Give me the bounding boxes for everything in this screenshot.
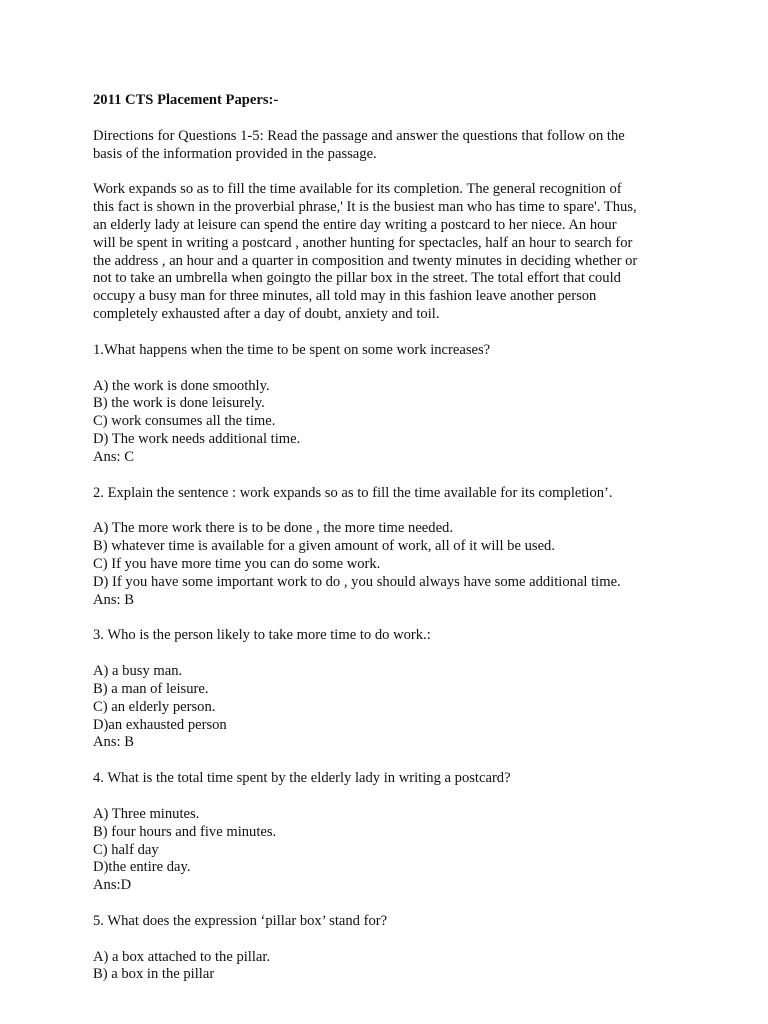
option-item: D)an exhausted person <box>93 716 227 733</box>
directions-line: Directions for Questions 1-5: Read the passage and answer the questions that follow on the <box>93 127 625 144</box>
option-item: A) the work is done smoothly. <box>93 377 270 394</box>
question-2-text: 2. Explain the sentence : work expands so as to fill the time available for its completion’. <box>93 484 613 501</box>
answer-line: Ans: B <box>93 734 134 751</box>
option-item: C) work consumes all the time. <box>93 413 276 430</box>
question-5-options <box>93 949 693 985</box>
passage-line: Work expands so as to fill the time available for its completion. The general recognition of <box>93 181 622 198</box>
document-title: 2011 CTS Placement Papers:- <box>93 92 279 108</box>
passage-line: will be spent in writing a postcard , another hunting for spectacles, half an hour to search for <box>93 234 633 251</box>
answer-line: Ans: B <box>93 591 134 608</box>
option-item: D)the entire day. <box>93 859 191 876</box>
question-2-options <box>93 520 693 609</box>
option-item: B) a man of leisure. <box>93 680 209 697</box>
option-item: A) Three minutes. <box>93 805 200 822</box>
option-item: C) an elderly person. <box>93 698 216 715</box>
option-item: A) The more work there is to be done , the more time needed. <box>93 520 453 537</box>
option-item: B) whatever time is available for a given amount of work, all of it will be used. <box>93 538 556 555</box>
option-item: D) The work needs additional time. <box>93 430 301 447</box>
question-4-text: 4. What is the total time spent by the elderly lady in writing a postcard? <box>93 770 511 787</box>
option-item: C) half day <box>93 841 159 858</box>
question-1-text: 1.What happens when the time to be spent on some work increases? <box>93 341 491 358</box>
passage-line: completely exhausted after a day of doubt, anxiety and toil. <box>93 305 440 322</box>
option-item: B) a box in the pillar <box>93 966 215 983</box>
passage-line: the address , an hour and a quarter in composition and twenty minutes in deciding whether or <box>93 252 638 269</box>
option-item: A) a busy man. <box>93 663 183 680</box>
passage-line: not to take an umbrella when goingto the pillar box in the street. The total effort that could <box>93 270 621 287</box>
passage-paragraph <box>93 181 693 323</box>
question-3-text: 3. Who is the person likely to take more time to do work.: <box>93 627 431 644</box>
question-3-options <box>93 663 693 752</box>
passage-line: occupy a busy man for three minutes, all told may in this fashion leave another person <box>93 288 597 305</box>
question-5-text: 5. What does the expression ‘pillar box’ stand for? <box>93 912 388 929</box>
answer-line: Ans: C <box>93 448 134 465</box>
directions-paragraph <box>93 128 693 164</box>
option-item: B) the work is done leisurely. <box>93 395 265 412</box>
question-1-options <box>93 378 693 467</box>
option-item: A) a box attached to the pillar. <box>93 948 271 965</box>
passage-line: this fact is shown in the proverbial phrase,' It is the busiest man who has time to spare'. Thus, <box>93 199 637 216</box>
document-page <box>93 92 693 1002</box>
question-4-options <box>93 806 693 895</box>
passage-line: an elderly lady at leisure can spend the entire day writing a postcard to her niece. An hour <box>93 216 617 233</box>
option-item: D) If you have some important work to do , you should always have some additional time. <box>93 573 621 590</box>
option-item: C) If you have more time you can do some work. <box>93 555 381 572</box>
answer-line: Ans:D <box>93 877 132 894</box>
option-item: B) four hours and five minutes. <box>93 823 277 840</box>
directions-line: basis of the information provided in the passage. <box>93 145 377 162</box>
